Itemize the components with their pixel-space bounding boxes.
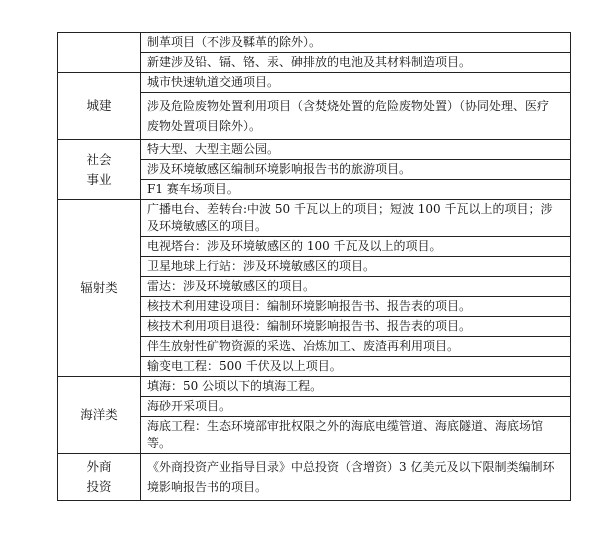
item-cell: 填海：50 公顷以下的填海工程。 <box>141 377 571 397</box>
table-row <box>58 377 571 397</box>
table-row <box>58 200 571 237</box>
category-cell-marine <box>58 377 141 454</box>
item-cell: 海底工程：生态环境部审批权限之外的海底电缆管道、海底隧道、海底场馆等。 <box>141 417 571 454</box>
table-row <box>58 454 571 501</box>
category-label-line: 事业 <box>86 171 112 187</box>
category-cell-social-undertakings <box>58 140 141 200</box>
category-cell-radiation <box>58 200 141 377</box>
item-cell: 涉及危险废物处置利用项目（含焚烧处置的危险废物处置）（协同处理、医疗废物处置项目除外）。 <box>141 93 571 140</box>
item-cell: 城市快速轨道交通项目。 <box>141 73 571 93</box>
item-cell: 雷达：涉及环境敏感区的项目。 <box>141 277 571 297</box>
item-cell: 特大型、大型主题公园。 <box>141 140 571 160</box>
category-label: 辐射类 <box>80 280 118 295</box>
item-cell: 核技术利用项目退役：编制环境影响报告书、报告表的项目。 <box>141 317 571 337</box>
item-cell: 核技术利用建设项目：编制环境影响报告书、报告表的项目。 <box>141 297 571 317</box>
table-row <box>58 140 571 160</box>
item-cell: 伴生放射性矿物资源的采选、冶炼加工、废渣再利用项目。 <box>141 337 571 357</box>
category-cell-urban-construction <box>58 73 141 140</box>
item-cell: 电视塔台：涉及环境敏感区的 100 千瓦及以上的项目。 <box>141 237 571 257</box>
item-cell: 涉及环境敏感区编制环境影响报告书的旅游项目。 <box>141 160 571 180</box>
item-cell: 海砂开采项目。 <box>141 397 571 417</box>
item-cell: 输变电工程：500 千伏及以上项目。 <box>141 357 571 377</box>
category-label-line: 投资 <box>86 479 112 494</box>
item-cell: 制革项目（不涉及鞣革的除外）。 <box>141 33 571 53</box>
item-cell: 广播电台、差转台:中波 50 千瓦以上的项目；短波 100 千瓦以上的项目；涉及环境敏感区的项目。 <box>141 200 571 237</box>
category-label: 海洋类 <box>80 407 118 422</box>
item-cell: 卫星地球上行站：涉及环境敏感区的项目。 <box>141 257 571 277</box>
category-label-line: 外商 <box>86 459 112 474</box>
item-cell: 《外商投资产业指导目录》中总投资（含增资）3 亿美元及以下限制类编制环境影响报告书的项目。 <box>141 454 571 501</box>
item-cell: 新建涉及铅、镉、铬、汞、砷排放的电池及其材料制造项目。 <box>141 53 571 73</box>
category-cell-foreign-investment <box>58 454 141 501</box>
category-cell-continued <box>58 33 141 73</box>
table-row <box>58 33 571 53</box>
table-row <box>58 73 571 93</box>
item-cell: F1 赛车场项目。 <box>141 180 571 200</box>
category-label-line: 社会 <box>86 151 112 167</box>
project-approval-table <box>57 32 571 501</box>
category-label: 城建 <box>86 98 112 113</box>
